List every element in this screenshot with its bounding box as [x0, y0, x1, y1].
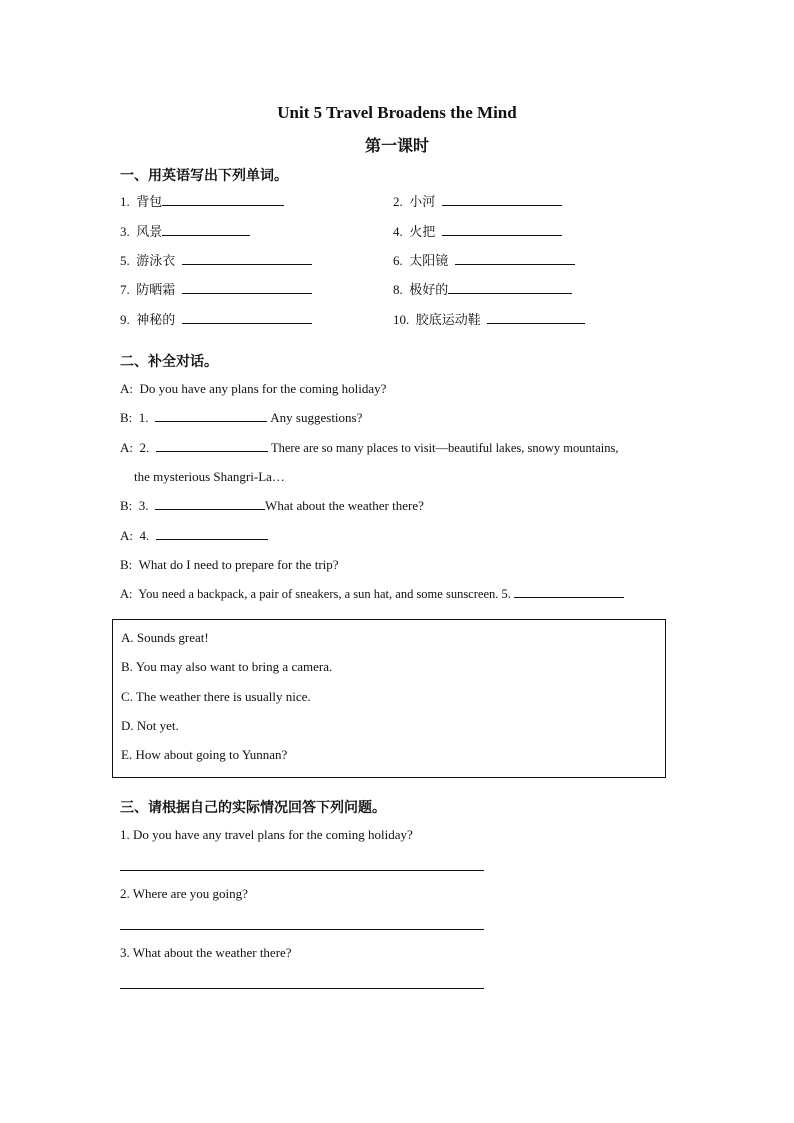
- question-1: 1. Do you have any travel plans for the coming holiday?: [120, 827, 413, 842]
- option-c: C. The weather there is usually nice.: [121, 689, 311, 704]
- dialogue-line: [134, 468, 285, 486]
- vocab-item: [120, 223, 250, 241]
- options-box: [112, 619, 666, 778]
- speaker-label: A:: [120, 528, 133, 543]
- dialogue-text: the mysterious Shangri-La…: [134, 469, 285, 484]
- vocab-word: 背包: [136, 194, 163, 209]
- page-subtitle: 第一课时: [364, 138, 429, 155]
- dialogue-blank[interactable]: [155, 409, 267, 422]
- option-e: E. How about going to Yunnan?: [121, 747, 288, 762]
- dialogue-blank[interactable]: [155, 497, 265, 510]
- question-3: 3. What about the weather there?: [120, 945, 292, 960]
- vocab-blank[interactable]: [455, 252, 575, 265]
- vocab-num: 6.: [393, 253, 403, 268]
- vocab-num: 4.: [393, 224, 403, 239]
- section1-heading: 一、用英语写出下列单词。: [120, 169, 288, 184]
- vocab-word: 极好的: [409, 282, 449, 297]
- dialogue-text: What do I need to prepare for the trip?: [138, 557, 339, 572]
- speaker-label: B:: [120, 410, 133, 425]
- section3-heading: 三、请根据自己的实际情况回答下列问题。: [120, 801, 386, 816]
- vocab-item: [393, 311, 585, 329]
- vocab-word: 神秘的: [136, 312, 176, 327]
- vocab-word: 火把: [409, 224, 436, 239]
- vocab-num: 2.: [393, 194, 403, 209]
- option-b: B. You may also want to bring a camera.: [121, 659, 333, 674]
- vocab-item: [393, 193, 562, 211]
- vocab-item: [393, 281, 572, 299]
- vocab-word: 小河: [409, 194, 436, 209]
- dialogue-line: [120, 585, 624, 603]
- speaker-label: A:: [120, 587, 133, 601]
- dialogue-text: You need a backpack, a pair of sneakers, a sun hat, and some sunscreen.: [138, 587, 499, 601]
- dialogue-line: [120, 527, 268, 545]
- vocab-word: 防晒霜: [136, 282, 176, 297]
- vocab-num: 10.: [393, 312, 410, 327]
- dialogue-line: [120, 439, 619, 457]
- answer-line-2[interactable]: [120, 929, 484, 930]
- dialogue-text: What about the weather there?: [265, 498, 424, 513]
- blank-number: 2.: [139, 440, 150, 455]
- blank-number: 1.: [138, 410, 149, 425]
- option-a: A. Sounds great!: [121, 630, 209, 645]
- dialogue-blank[interactable]: [514, 585, 624, 598]
- vocab-item: [120, 193, 284, 211]
- blank-number: 3.: [138, 498, 149, 513]
- vocab-blank[interactable]: [182, 311, 312, 324]
- vocab-item: [120, 252, 312, 270]
- vocab-blank[interactable]: [442, 193, 562, 206]
- answer-line-1[interactable]: [120, 870, 484, 871]
- vocab-num: 7.: [120, 282, 130, 297]
- vocab-word: 胶底运动鞋: [415, 312, 481, 327]
- vocab-word: 风景: [136, 224, 163, 239]
- vocab-num: 1.: [120, 194, 130, 209]
- speaker-label: A:: [120, 440, 133, 455]
- speaker-label: B:: [120, 557, 133, 572]
- dialogue-line: [120, 497, 424, 515]
- question-2: 2. Where are you going?: [120, 886, 248, 901]
- vocab-item: [393, 223, 562, 241]
- dialogue-line: [120, 409, 362, 427]
- dialogue-blank[interactable]: [156, 439, 268, 452]
- vocab-blank[interactable]: [487, 311, 585, 324]
- vocab-blank[interactable]: [442, 223, 562, 236]
- vocab-blank[interactable]: [448, 281, 572, 294]
- vocab-num: 8.: [393, 282, 403, 297]
- dialogue-line: [120, 380, 386, 398]
- blank-number: 5.: [501, 587, 511, 601]
- speaker-label: A:: [120, 381, 133, 396]
- vocab-word: 太阳镜: [409, 253, 449, 268]
- dialogue-line: [120, 556, 339, 574]
- vocab-blank[interactable]: [182, 281, 312, 294]
- vocab-item: [120, 311, 312, 329]
- dialogue-blank[interactable]: [156, 527, 268, 540]
- vocab-blank[interactable]: [162, 223, 250, 236]
- vocab-blank[interactable]: [162, 193, 284, 206]
- vocab-num: 5.: [120, 253, 130, 268]
- vocab-word: 游泳衣: [136, 253, 176, 268]
- speaker-label: B:: [120, 498, 133, 513]
- dialogue-text: Any suggestions?: [270, 410, 363, 425]
- dialogue-text: Do you have any plans for the coming holiday?: [139, 381, 387, 396]
- section2-heading: 二、补全对话。: [120, 355, 218, 370]
- option-d: D. Not yet.: [121, 718, 179, 733]
- vocab-blank[interactable]: [182, 252, 312, 265]
- dialogue-text: There are so many places to visit—beautiful lakes, snowy mountains,: [271, 441, 619, 455]
- blank-number: 4.: [139, 528, 150, 543]
- vocab-item: [393, 252, 575, 270]
- vocab-num: 9.: [120, 312, 130, 327]
- answer-line-3[interactable]: [120, 988, 484, 989]
- vocab-item: [120, 281, 312, 299]
- vocab-num: 3.: [120, 224, 130, 239]
- page-title: Unit 5 Travel Broadens the Mind: [277, 103, 517, 122]
